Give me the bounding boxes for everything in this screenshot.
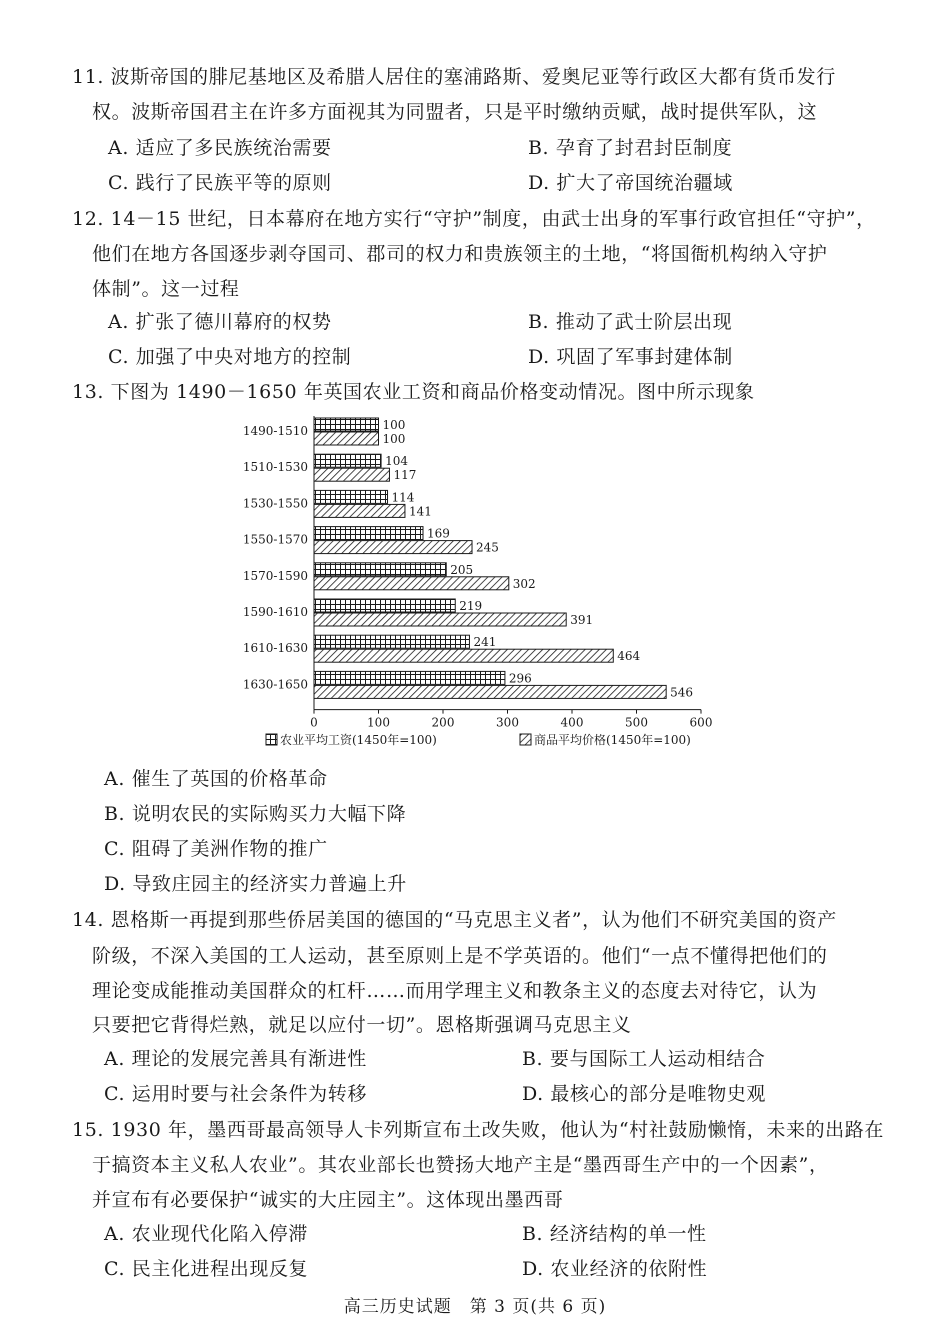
q15-option-d: D. 农业经济的依附性 [522, 1258, 708, 1280]
q14-option-a: A. 理论的发展完善具有渐进性 [104, 1048, 367, 1070]
q15-option-c: C. 民主化进程出现反复 [104, 1258, 309, 1280]
bar-price [314, 468, 389, 481]
wage-price-bar-chart [228, 412, 718, 754]
bar-price [314, 649, 613, 662]
x-tick-label: 0 [310, 715, 318, 730]
x-tick-label: 600 [689, 715, 713, 730]
q14-stem-line-4: 只要把它背得烂熟，就足以应付一切”。恩格斯强调马克思主义 [92, 1014, 632, 1036]
q12-stem-line-1: 12. 14－15 世纪，日本幕府在地方实行“守护”制度，由武士出身的军事行政官担任“守护”， [72, 208, 876, 230]
bar-value-label: 245 [476, 540, 499, 555]
q14-option-c: C. 运用时要与社会条件为转移 [104, 1083, 367, 1105]
bar-price [314, 577, 509, 590]
q13-stem: 13. 下图为 1490－1650 年英国农业工资和商品价格变动情况。图中所示现象 [72, 381, 755, 403]
q11-stem-line-1: 11. 波斯帝国的腓尼基地区及希腊人居住的塞浦路斯、爱奥尼亚等行政区大都有货币发行 [72, 66, 836, 88]
bar-price [314, 613, 566, 626]
category-label: 1630-1650 [242, 677, 308, 692]
q11-option-a: A. 适应了多民族统治需要 [108, 137, 332, 159]
category-label: 1610-1630 [242, 641, 308, 656]
bar-wage [314, 599, 455, 612]
q15-stem-line-3: 并宣布有必要保护“诚实的大庄园主”。这体现出墨西哥 [92, 1189, 564, 1211]
q14-stem-line-2: 阶级，不深入美国的工人运动，甚至原则上是不学英语的。他们“一点不懂得把他们的 [92, 945, 828, 967]
q13-option-b: B. 说明农民的实际购买力大幅下降 [104, 803, 407, 825]
x-tick-label: 200 [431, 715, 455, 730]
q12-option-a: A. 扩张了德川幕府的权势 [108, 311, 332, 333]
x-tick-label: 100 [367, 715, 390, 730]
q15-stem-line-1: 15. 1930 年，墨西哥最高领导人卡列斯宣布土改失败，他认为“村社鼓励懒惰，未来的出路在 [72, 1119, 884, 1141]
bar-value-label: 302 [512, 576, 536, 591]
category-label: 1490-1510 [242, 424, 308, 438]
bar-value-label: 100 [382, 418, 406, 432]
q11-stem-line-2: 权。波斯帝国君主在许多方面视其为同盟者，只是平时缴纳贡赋，战时提供军队，这 [92, 101, 818, 123]
bar-price [314, 432, 379, 445]
bar-value-label: 117 [393, 468, 417, 483]
bar-value-label: 100 [382, 432, 406, 446]
bar-value-label: 546 [670, 685, 694, 700]
bar-wage [314, 490, 388, 503]
bar-wage [314, 454, 381, 467]
bar-value-label: 169 [427, 526, 450, 541]
x-tick-label: 300 [496, 715, 519, 730]
legend-wage-label: 农业平均工资(1450年=100) [280, 733, 437, 747]
category-label: 1550-1570 [242, 532, 308, 547]
q12-stem-line-3: 体制”。这一过程 [92, 278, 240, 300]
q14-stem-line-1: 14. 恩格斯一再提到那些侨居美国的德国的“马克思主义者”，认为他们不研究美国的资产 [72, 909, 837, 931]
category-label: 1590-1610 [242, 605, 308, 619]
x-tick-label: 500 [625, 715, 648, 730]
q15-stem-line-2: 于搞资本主义私人农业”。其农业部长也赞扬大地产主是“墨西哥生产中的一个因素”， [92, 1154, 829, 1176]
q14-option-d: D. 最核心的部分是唯物史观 [522, 1083, 767, 1105]
bar-price [314, 541, 472, 554]
bar-wage [314, 635, 469, 648]
q13-option-c: C. 阻碍了美洲作物的推广 [104, 838, 328, 860]
bar-price [314, 504, 405, 517]
bar-value-label: 114 [391, 490, 415, 505]
q12-option-d: D. 巩固了军事封建体制 [528, 346, 733, 368]
category-label: 1530-1550 [242, 496, 308, 511]
bar-value-label: 104 [385, 454, 408, 469]
category-label: 1510-1530 [242, 460, 308, 475]
legend-wage-swatch [266, 734, 277, 745]
bar-value-label: 391 [570, 613, 594, 627]
q11-option-c: C. 践行了民族平等的原则 [108, 172, 332, 194]
page-footer: 高三历史试题 第 3 页(共 6 页) [343, 1297, 607, 1317]
bar-wage [314, 527, 423, 540]
bar-value-label: 219 [459, 599, 483, 613]
legend-price-swatch [520, 734, 531, 745]
bar-value-label: 464 [617, 649, 641, 664]
bar-value-label: 296 [508, 671, 532, 686]
q13-option-a: A. 催生了英国的价格革命 [104, 768, 328, 790]
q11-option-d: D. 扩大了帝国统治疆域 [528, 172, 733, 194]
bar-value-label: 241 [473, 635, 497, 650]
q13-option-d: D. 导致庄园主的经济实力普遍上升 [104, 873, 407, 895]
q12-stem-line-2: 他们在地方各国逐步剥夺国司、郡司的权力和贵族领主的土地，“将国衙机构纳入守护 [92, 243, 828, 265]
q15-option-a: A. 农业现代化陷入停滞 [104, 1223, 309, 1245]
bar-price [314, 685, 666, 698]
q14-stem-line-3: 理论变成能推动美国群众的杠杆……而用学理主义和教条主义的态度去对待它，认为 [92, 980, 818, 1002]
bar-wage [314, 563, 446, 576]
bar-wage [314, 671, 505, 684]
q15-option-b: B. 经济结构的单一性 [522, 1223, 707, 1245]
bar-wage [314, 418, 379, 431]
bar-value-label: 141 [408, 504, 432, 519]
q11-option-b: B. 孕育了封君封臣制度 [528, 137, 733, 159]
category-label: 1570-1590 [242, 568, 308, 583]
x-tick-label: 400 [560, 715, 584, 730]
q12-option-c: C. 加强了中央对地方的控制 [108, 346, 352, 368]
q12-option-b: B. 推动了武士阶层出现 [528, 311, 733, 333]
bar-value-label: 205 [450, 562, 474, 577]
q14-option-b: B. 要与国际工人运动相结合 [522, 1048, 766, 1070]
legend-price-label: 商品平均价格(1450年=100) [534, 733, 691, 747]
